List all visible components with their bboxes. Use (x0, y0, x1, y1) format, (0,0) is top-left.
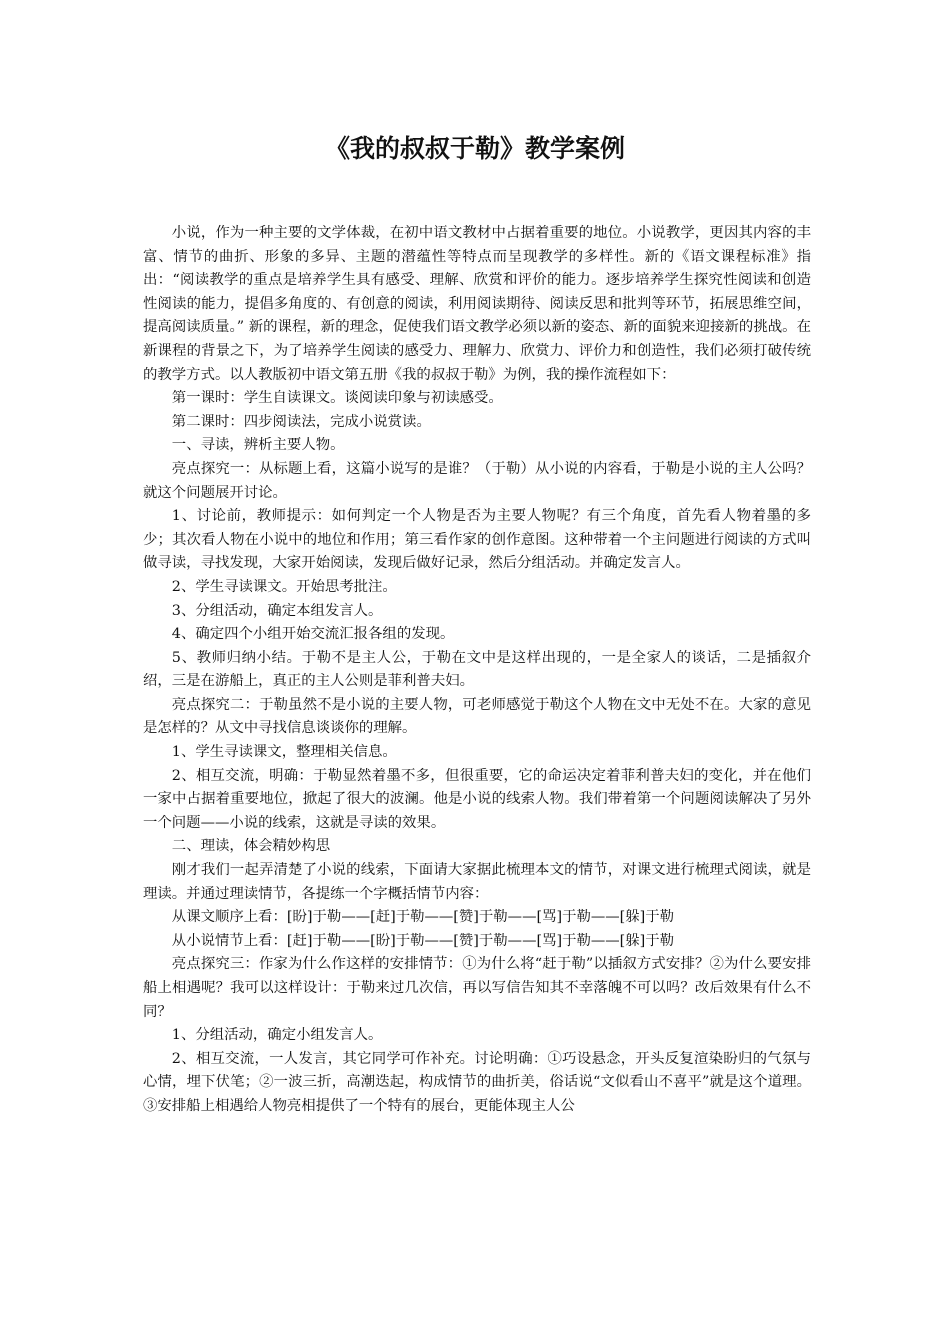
paragraph: 亮点探究二：于勒虽然不是小说的主要人物，可老师感觉于勒这个人物在文中无处不在。大家的意见是怎样的？从文中寻找信息谈谈你的理解。 (143, 696, 811, 737)
paragraph: 1、分组活动，确定小组发言人。 (171, 1027, 383, 1044)
paragraph: 亮点探究三：作家为什么作这样的安排情节：①为什么将“赶于勒”以插叙方式安排？②为什么要安排船上相遇呢？我可以这样设计：于勒来过几次信，再以写信告知其不幸落魄不可以吗？改后效果有什么不同？ (143, 956, 811, 1020)
paragraph: 4、确定四个小组开始交流汇报各组的发现。 (171, 626, 455, 643)
paragraph: 一、寻读，辨析主要人物。 (171, 437, 345, 454)
paragraph: 第一课时：学生自读课文。谈阅读印象与初读感受。 (171, 390, 503, 407)
paragraph: 1、讨论前，教师提示：如何判定一个人物是否为主要人物呢？有三个角度，首先看人物着墨的多少；其次看人物在小说中的地位和作用；第三看作家的创作意图。这种带着一个主问题进行阅读的方式叫做寻读，寻找发现，大家开始阅读，发现后做好记录，然后分组活动。并确定发言人。 (143, 508, 811, 572)
document-title: 《我的叔叔于勒》教学案例 (324, 134, 625, 163)
paragraph: 从课文顺序上看：[盼]于勒——[赶]于勒——[赞]于勒——[骂]于勒——[躲]于勒 (171, 909, 675, 926)
paragraph: 小说，作为一种主要的文学体裁，在初中语文教材中占据着重要的地位。小说教学，更因其内容的丰富、情节的曲折、形象的多异、主题的潜蕴性等特点而呈现教学的多样性。新的《语文课程标准》指出：“阅读教学的重点是培养学生具有感受、理解、欣赏和评价的能力。逐步培养学生探究性阅读和创造性阅读的能力，提倡多角度的、有创意的阅读，利用阅读期待、阅读反思和批判等环节，拓展思维空间，提高阅读质量。” 新的课程，新的理念，促使我们语文教学必须以新的姿态、新的面貌来迎接新的挑战。在新课程的背景之下，为了培养学生阅读的感受力、理解力、欣赏力、评价力和创造性，我们必须打破传统的教学方式。以人教版初中语文第五册《我的叔叔于勒》为例，我的操作流程如下： (143, 225, 811, 383)
paragraph: 亮点探究一：从标题上看，这篇小说写的是谁？（于勒）从小说的内容看，于勒是小说的主人公吗？就这个问题展开讨论。 (143, 460, 811, 501)
paragraph: 刚才我们一起弄清楚了小说的线索，下面请大家据此梳理本文的情节，对课文进行梳理式阅读，就是理读。并通过理读情节，各提练一个字概括情节内容： (143, 862, 811, 902)
paragraph: 2、相互交流，明确：于勒显然着墨不多，但很重要，它的命运决定着菲利普夫妇的变化，并在他们一家中占据着重要地位，掀起了很大的波澜。他是小说的线索人物。我们带着第一个问题阅读解决了另外一个问题——小说的线索，这就是寻读的效果。 (143, 767, 811, 831)
paragraph: 1、学生寻读课文，整理相关信息。 (171, 744, 397, 761)
paragraph: 2、学生寻读课文。开始思考批注。 (171, 578, 397, 595)
paragraph: 第二课时：四步阅读法，完成小说赏读。 (171, 413, 431, 430)
document-body (143, 222, 811, 1119)
paragraph: 从小说情节上看：[赶]于勒——[盼]于勒——[赞]于勒——[骂]于勒——[躲]于勒 (171, 932, 675, 949)
paragraph: 5、教师归纳小结。于勒不是主人公，于勒在文中是这样出现的，一是全家人的谈话，二是插叙介绍，三是在游船上，真正的主人公则是菲利普夫妇。 (143, 649, 811, 690)
paragraph: 二、理读，体会精妙构思 (171, 838, 331, 855)
paragraph: 2、相互交流，一人发言，其它同学可作补充。讨论明确：①巧设悬念，开头反复渲染盼归的气氛与心情，埋下伏笔；②一波三折，高潮迭起，构成情节的曲折美，俗话说“文似看山不喜平”就是这个道理。③安排船上相遇给人物亮相提供了一个特有的展台，更能体现主人公 (143, 1050, 811, 1114)
paragraph: 3、分组活动，确定本组发言人。 (171, 602, 383, 619)
